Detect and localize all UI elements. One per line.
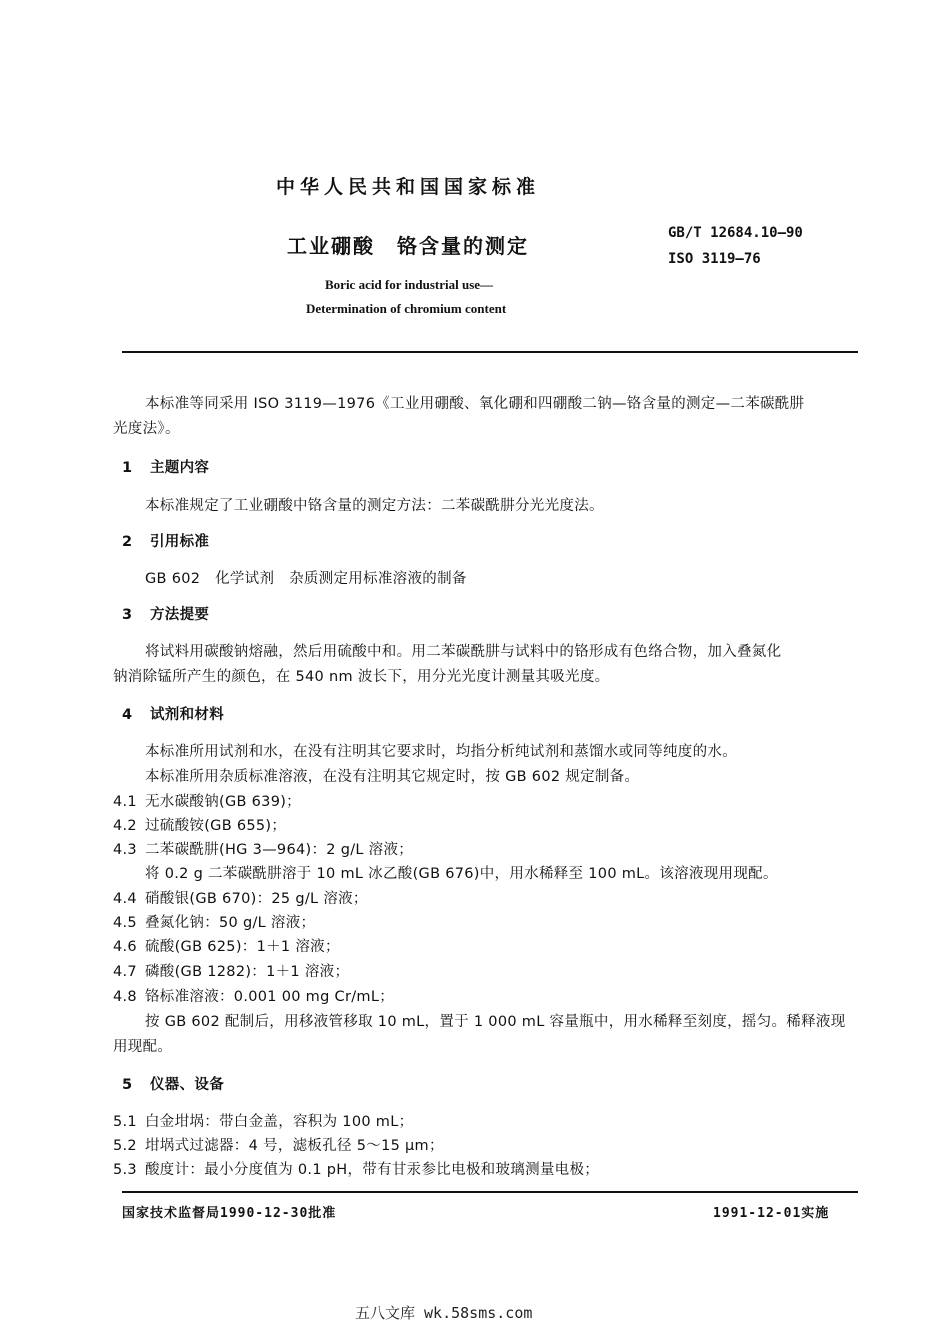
item-text: 无水碳酸钠(GB 639)； <box>145 794 301 810</box>
intro-line1: 本标准等同采用 ISO 3119—1976《工业用硼酸、氧化硼和四硼酸二钠—铬含量的测定—二苯碳酰肼 <box>145 396 805 412</box>
list-item-4-1 <box>113 790 301 811</box>
item-text: 硫酸(GB 625)：1＋1 溶液； <box>145 939 340 955</box>
section-title: 主题内容 <box>150 460 210 476</box>
standard-category: 中华人民共和国国家标准 <box>276 176 541 198</box>
header-divider <box>122 351 858 353</box>
item-number: 5.2 <box>113 1138 137 1154</box>
section-title: 仪器、设备 <box>150 1077 224 1093</box>
list-item-5-2 <box>113 1134 444 1155</box>
list-item-4-6 <box>113 935 340 956</box>
standard-code-gb: GB/T 12684.10—90 <box>668 225 803 241</box>
item-text: 坩埚式过滤器：4 号，滤板孔径 5～15 μm； <box>145 1138 444 1154</box>
list-item-4-5 <box>113 911 315 932</box>
list-item-5-3 <box>113 1158 599 1179</box>
section-number: 1 <box>122 460 133 476</box>
section-number: 3 <box>122 607 133 623</box>
title-en-line1: Boric acid for industrial use— <box>325 277 494 292</box>
item-number: 4.4 <box>113 891 137 907</box>
section-number: 2 <box>122 534 133 550</box>
item-4-8-note-line2: 用现配。 <box>113 1039 173 1055</box>
item-text: 酸度计：最小分度值为 0.1 pH，带有甘汞参比电极和玻璃测量电极； <box>145 1162 600 1178</box>
section-5-heading <box>122 1073 224 1094</box>
section-2-text: GB 602 化学试剂 杂质测定用标准溶液的制备 <box>145 571 467 587</box>
item-number: 5.1 <box>113 1114 137 1130</box>
item-number: 4.5 <box>113 915 137 931</box>
section-3-line1: 将试料用碳酸钠熔融，然后用硫酸中和。用二苯碳酰肼与试料中的铬形成有色络合物，加入叠氮化 <box>145 644 782 660</box>
section-title: 方法提要 <box>150 607 210 623</box>
item-text: 二苯碳酰肼(HG 3—964)：2 g/L 溶液； <box>145 842 414 858</box>
item-text: 白金坩埚：带白金盖，容积为 100 mL； <box>145 1114 414 1130</box>
list-item-5-1 <box>113 1110 413 1131</box>
section-title: 引用标准 <box>150 534 210 550</box>
list-item-4-2 <box>113 814 286 835</box>
footer-divider <box>122 1191 858 1193</box>
item-4-8-note-line1: 按 GB 602 配制后，用移液管移取 10 mL，置于 1 000 mL 容量瓶中，用水稀释至刻度，摇匀。稀释液现 <box>145 1014 846 1030</box>
list-item-4-4 <box>113 887 368 908</box>
section-4-para1: 本标准所用试剂和水，在没有注明其它要求时，均指分析纯试剂和蒸馏水或同等纯度的水。 <box>145 744 737 760</box>
item-number: 4.6 <box>113 939 137 955</box>
approval-date: 国家技术监督局1990-12-30批准 <box>122 1206 337 1221</box>
intro-line2: 光度法》。 <box>113 421 180 437</box>
item-text: 叠氮化钠：50 g/L 溶液； <box>145 915 316 931</box>
item-number: 4.2 <box>113 818 137 834</box>
title-en-line2: Determination of chromium content <box>306 301 507 316</box>
item-number: 4.7 <box>113 964 137 980</box>
list-item-4-3 <box>113 838 413 859</box>
section-3-heading <box>122 603 209 624</box>
standard-code-iso: ISO 3119—76 <box>668 251 761 267</box>
section-1-heading <box>122 456 209 477</box>
item-number: 4.1 <box>113 794 137 810</box>
watermark-text: 五八文库 wk.58sms.com <box>355 1304 533 1322</box>
item-text: 过硫酸铵(GB 655)； <box>145 818 287 834</box>
item-number: 4.8 <box>113 989 137 1005</box>
page-title: 工业硼酸 铬含量的测定 <box>287 234 529 258</box>
item-4-3-note: 将 0.2 g 二苯碳酰肼溶于 10 mL 冰乙酸(GB 676)中，用水稀释至 100 mL。该溶液现用现配。 <box>145 866 778 882</box>
section-1-text: 本标准规定了工业硼酸中铬含量的测定方法：二苯碳酰肼分光光度法。 <box>145 498 604 514</box>
list-item-4-8 <box>113 985 394 1006</box>
section-title: 试剂和材料 <box>150 707 224 723</box>
list-item-4-7 <box>113 960 349 981</box>
item-text: 硝酸银(GB 670)：25 g/L 溶液； <box>145 891 368 907</box>
section-3-line2: 钠消除锰所产生的颜色，在 540 nm 波长下，用分光光度计测量其吸光度。 <box>113 669 610 685</box>
section-number: 4 <box>122 707 133 723</box>
item-number: 4.3 <box>113 842 137 858</box>
section-4-heading <box>122 703 224 724</box>
item-text: 磷酸(GB 1282)：1＋1 溶液； <box>145 964 350 980</box>
section-2-heading <box>122 530 209 551</box>
item-number: 5.3 <box>113 1162 137 1178</box>
item-text: 铬标准溶液：0.001 00 mg Cr/mL； <box>145 989 394 1005</box>
effective-date: 1991-12-01实施 <box>713 1206 830 1221</box>
section-number: 5 <box>122 1077 133 1093</box>
section-4-para2: 本标准所用杂质标准溶液，在没有注明其它规定时，按 GB 602 规定制备。 <box>145 769 640 785</box>
